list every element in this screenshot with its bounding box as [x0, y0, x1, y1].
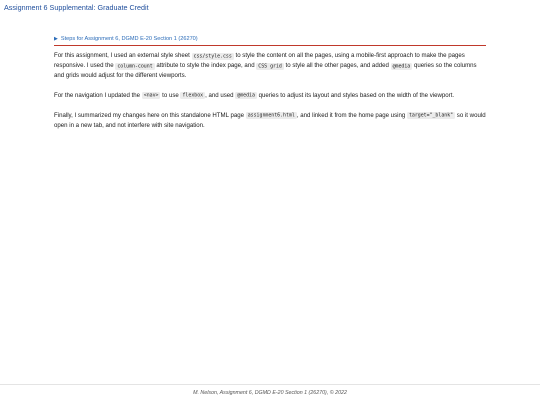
- disclosure-triangle-icon[interactable]: ▶: [54, 36, 58, 42]
- details-summary-toggle[interactable]: [54, 36, 486, 46]
- details-summary-label[interactable]: Steps for Assignment 6, DGMD E-20 Section 1 (26270): [60, 36, 198, 42]
- code-css-grid: CSS grid: [258, 63, 282, 70]
- p3-text-3: so it would open in a new tab, and not interfere with site navigation.: [54, 111, 486, 130]
- p3-text-1: Finally, I summarized my changes here on this standalone HTML page: [54, 111, 246, 119]
- code-nav: <nav>: [143, 92, 159, 99]
- code-assignment6-html: assignment6.html: [247, 112, 295, 119]
- code-flexbox: flexbox: [182, 92, 204, 99]
- page-title: Assignment 6 Supplemental: Graduate Credit: [4, 3, 149, 12]
- p3-text-2: , and linked it from the home page using: [296, 111, 407, 119]
- footer-credit: M. Nelson, Assignment 6, DGMD E-20 Section 1 (26270), © 2022: [193, 390, 347, 396]
- p2-text-2: to use: [160, 91, 181, 99]
- paragraph-summary: [54, 111, 486, 130]
- paragraph-stylesheet: [54, 51, 486, 81]
- assignment-details: [54, 36, 486, 130]
- p1-text-4: to style all the other pages, and added: [283, 62, 391, 70]
- p1-text-5: queries so the columns and grids would adjust for the different viewports.: [54, 62, 477, 80]
- code-style-css: css/style.css: [193, 53, 232, 59]
- p1-text-1: For this assignment, I used an external style sheet: [54, 52, 192, 59]
- code-media-2: @media: [237, 92, 255, 99]
- p2-text-4: queries to adjust its layout and styles based on the width of the viewport.: [256, 91, 455, 99]
- paragraph-navigation: [54, 91, 486, 101]
- p2-text-1: For the navigation I updated the: [54, 91, 142, 99]
- code-column-count: column-count: [117, 63, 153, 70]
- p2-text-3: , and used: [205, 91, 236, 99]
- code-target-blank: target="_blank": [408, 112, 454, 119]
- footer-divider: [0, 384, 540, 385]
- p1-text-2: to style the content on all the pages, using a mobile-first approach to make the pages responsive. I used the: [54, 52, 465, 70]
- code-media: @media: [392, 63, 411, 70]
- p1-text-3: attribute to style the index page, and: [154, 62, 257, 70]
